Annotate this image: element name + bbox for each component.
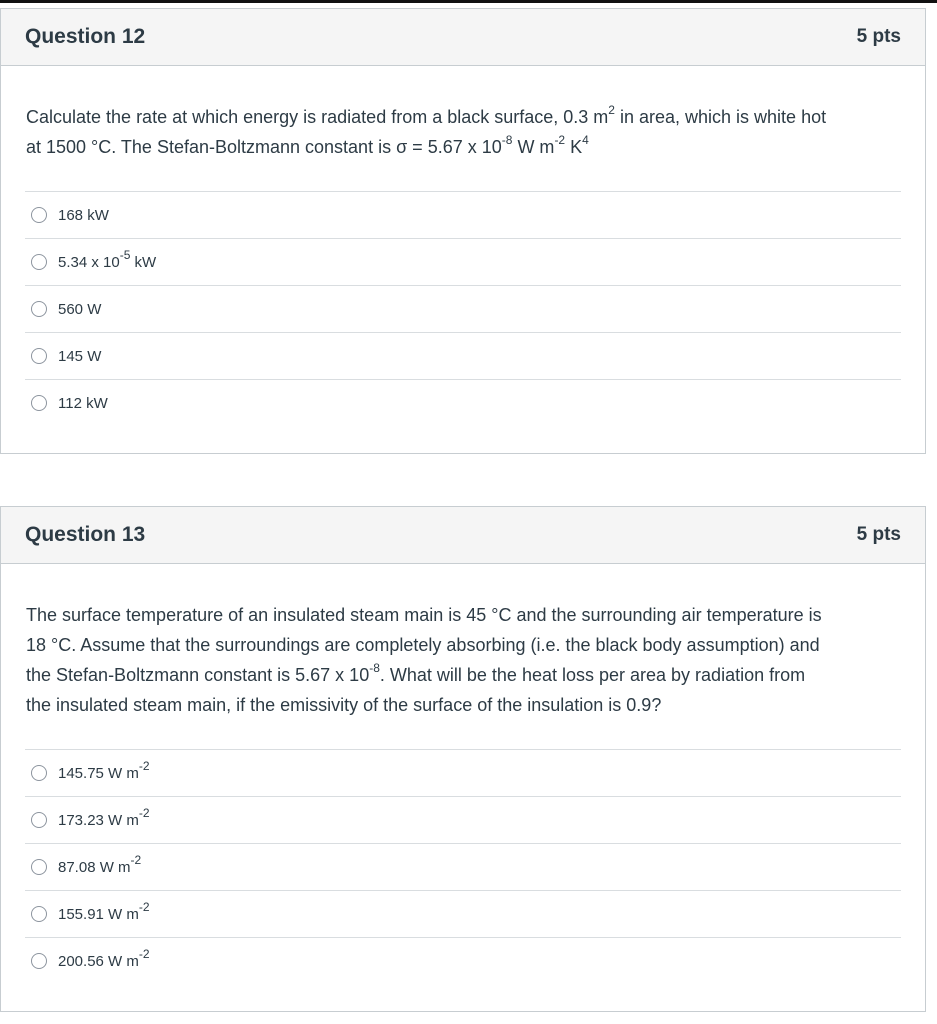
top-divider (0, 0, 937, 3)
answer-label: 5.34 x $10^{-5}$ kW (58, 247, 157, 271)
question-13-card (0, 506, 926, 1012)
radio-button[interactable] (31, 906, 47, 922)
answer-label: 155.91 W $m^{-2}$ (58, 899, 150, 923)
text-fragment: W m (512, 137, 555, 157)
radio-button[interactable] (31, 395, 47, 411)
radio-button[interactable] (31, 348, 47, 364)
answer-option[interactable] (25, 796, 901, 843)
question-title: Question 13 (25, 523, 146, 546)
radio-button[interactable] (31, 812, 47, 828)
answer-label: 200.56 W $m^{-2}$ (58, 946, 150, 970)
answer-option[interactable] (25, 379, 901, 426)
question-text-line: the insulated steam main, if the emissivity of the surface of the insulation is 0.9? (26, 695, 662, 715)
answer-label: 145.75 W $m^{-2}$ (58, 758, 150, 782)
superscript: 4 (582, 133, 589, 147)
superscript: -8 (501, 133, 513, 147)
radio-button[interactable] (31, 207, 47, 223)
superscript: -8 (369, 661, 380, 675)
answer-label: 560 W (58, 300, 102, 318)
radio-button[interactable] (31, 859, 47, 875)
question-text-line (26, 132, 901, 162)
radio-button[interactable] (31, 953, 47, 969)
text-fragment: K (565, 137, 583, 157)
question-title: Question 12 (25, 25, 146, 48)
question-points: 5 pts (856, 26, 901, 47)
answer-label: 112 kW (58, 394, 108, 412)
answer-list (25, 191, 901, 426)
answer-label: 168 kW (58, 206, 109, 224)
answer-option[interactable] (25, 749, 901, 796)
question-text-line (26, 102, 901, 132)
answer-option[interactable] (25, 843, 901, 890)
radio-button[interactable] (31, 765, 47, 781)
text-fragment: at 1500 °C. The Stefan-Boltzmann constant is σ = 5.67 x 10 (26, 137, 502, 157)
question-text (26, 102, 901, 162)
question-text (26, 600, 901, 720)
question-header (1, 9, 925, 66)
radio-button[interactable] (31, 301, 47, 317)
answer-option[interactable] (25, 890, 901, 937)
answer-label: 87.08 W $m^{-2}$ (58, 852, 142, 876)
radio-button[interactable] (31, 254, 47, 270)
question-points: 5 pts (856, 524, 901, 545)
text-fragment: the Stefan-Boltzmann constant is 5.67 x 10 (26, 665, 370, 685)
superscript: -2 (554, 133, 566, 147)
answer-label: 145 W (58, 347, 102, 365)
answer-option[interactable] (25, 285, 901, 332)
answer-label: 173.23 W $m^{-2}$ (58, 805, 150, 829)
text-fragment: in area, which is white hot (614, 107, 827, 127)
question-text-line (26, 660, 901, 690)
answer-list (25, 749, 901, 984)
question-text-line: 18 °C. Assume that the surroundings are completely absorbing (i.e. the black body assumption) and (26, 635, 820, 655)
question-text-line: The surface temperature of an insulated steam main is 45 °C and the surrounding air temperature is (26, 605, 822, 625)
answer-option[interactable] (25, 332, 901, 379)
superscript: 2 (608, 103, 615, 117)
answer-option[interactable] (25, 937, 901, 984)
answer-option[interactable] (25, 191, 901, 238)
question-12-card (0, 8, 926, 454)
text-fragment: Calculate the rate at which energy is radiated from a black surface, 0.3 m (26, 107, 609, 127)
text-fragment: . What will be the heat loss per area by radiation from (379, 665, 806, 685)
question-header (1, 507, 925, 564)
answer-option[interactable] (25, 238, 901, 285)
